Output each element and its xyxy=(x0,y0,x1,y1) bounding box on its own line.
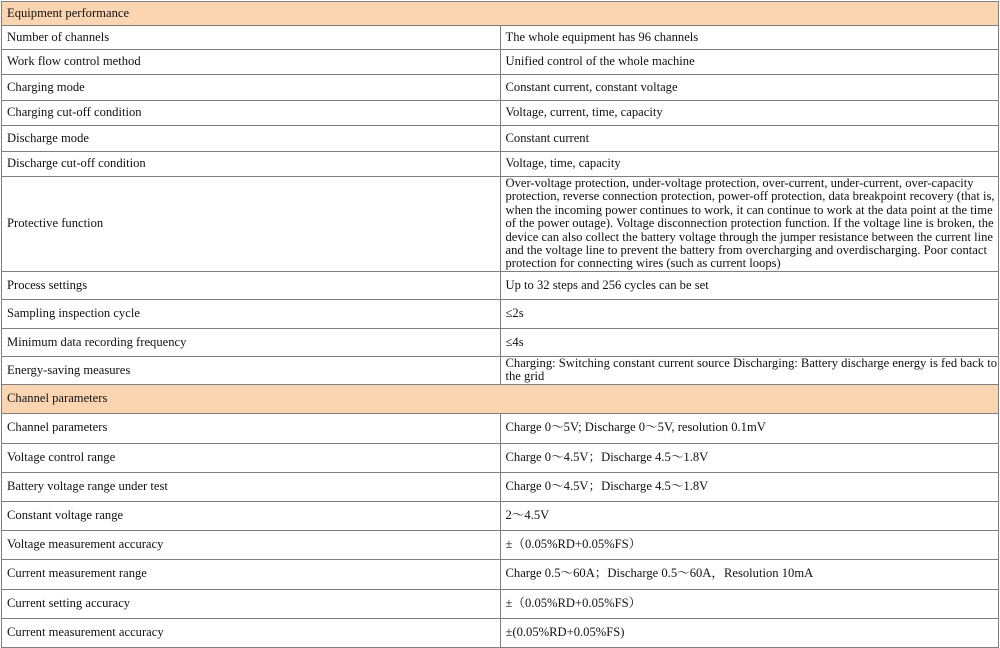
table-row xyxy=(2,152,999,177)
row-label: Voltage control range xyxy=(2,443,501,472)
row-value: ±(0.05%RD+0.05%FS) xyxy=(500,618,999,647)
row-label: Sampling inspection cycle xyxy=(2,299,501,328)
table-row xyxy=(2,472,999,501)
row-label: Energy-saving measures xyxy=(2,356,501,384)
row-value: Charge 0～4.5V；Discharge 4.5～1.8V xyxy=(500,472,999,501)
row-value: 2～4.5V xyxy=(500,501,999,530)
row-value: ≤2s xyxy=(500,299,999,328)
row-label: Protective function xyxy=(2,177,501,272)
row-value: Charge 0～5V; Discharge 0～5V, resolution 0.1mV xyxy=(500,413,999,443)
table-row xyxy=(2,618,999,647)
row-value: Voltage, time, capacity xyxy=(500,152,999,177)
row-label: Current measurement accuracy xyxy=(2,618,501,647)
table-row xyxy=(2,101,999,126)
row-value: Voltage, current, time, capacity xyxy=(500,101,999,126)
table-row xyxy=(2,530,999,559)
row-label: Charging cut-off condition xyxy=(2,101,501,126)
section-header-row xyxy=(2,384,999,413)
table-row xyxy=(2,26,999,50)
table-row xyxy=(2,299,999,328)
row-label: Voltage measurement accuracy xyxy=(2,530,501,559)
table-row xyxy=(2,356,999,384)
row-label: Discharge mode xyxy=(2,126,501,152)
table-row xyxy=(2,501,999,530)
table-row xyxy=(2,50,999,75)
row-label: Discharge cut-off condition xyxy=(2,152,501,177)
row-label: Process settings xyxy=(2,271,501,299)
row-value: ±（0.05%RD+0.05%FS） xyxy=(500,530,999,559)
section-title: Equipment performance xyxy=(2,2,999,26)
row-value: Over-voltage protection, under-voltage protection, over-current, under-current, over-capacity protection, reverse connection protection, power-off protection, data breakpoint recovery (that is, when the incoming power continues to work, it can continue to work at the data point at the time of the power outage). Voltage disconnection protection function. If the voltage line is broken, the device can also collect the battery voltage through the jumper resistance between the current line and the voltage line to prevent the battery from overcharging and overdischarging. Poor contact protection for connecting wires (such as current loops) xyxy=(500,177,999,272)
table-row xyxy=(2,271,999,299)
row-label: Current measurement range xyxy=(2,559,501,589)
table-row xyxy=(2,413,999,443)
table-row xyxy=(2,177,999,272)
row-value: Unified control of the whole machine xyxy=(500,50,999,75)
row-value: ±（0.05%RD+0.05%FS） xyxy=(500,589,999,618)
row-value: ≤4s xyxy=(500,328,999,356)
row-label: Number of channels xyxy=(2,26,501,50)
table-row xyxy=(2,75,999,101)
row-value: Charge 0～4.5V；Discharge 4.5～1.8V xyxy=(500,443,999,472)
row-value: The whole equipment has 96 channels xyxy=(500,26,999,50)
row-value: Charge 0.5～60A；Discharge 0.5～60A，Resolution 10mA xyxy=(500,559,999,589)
row-value: Charging: Switching constant current source Discharging: Battery discharge energy is fed back to the grid xyxy=(500,356,999,384)
row-value: Constant current xyxy=(500,126,999,152)
row-label: Channel parameters xyxy=(2,413,501,443)
row-label: Constant voltage range xyxy=(2,501,501,530)
table-row xyxy=(2,328,999,356)
row-label: Current setting accuracy xyxy=(2,589,501,618)
table-row xyxy=(2,559,999,589)
section-title: Channel parameters xyxy=(2,384,999,413)
table-row xyxy=(2,126,999,152)
spec-table xyxy=(1,1,999,648)
table-row xyxy=(2,589,999,618)
row-label: Charging mode xyxy=(2,75,501,101)
row-label: Battery voltage range under test xyxy=(2,472,501,501)
table-row xyxy=(2,443,999,472)
section-header-row xyxy=(2,2,999,26)
row-label: Work flow control method xyxy=(2,50,501,75)
row-label: Minimum data recording frequency xyxy=(2,328,501,356)
row-value: Constant current, constant voltage xyxy=(500,75,999,101)
row-value: Up to 32 steps and 256 cycles can be set xyxy=(500,271,999,299)
